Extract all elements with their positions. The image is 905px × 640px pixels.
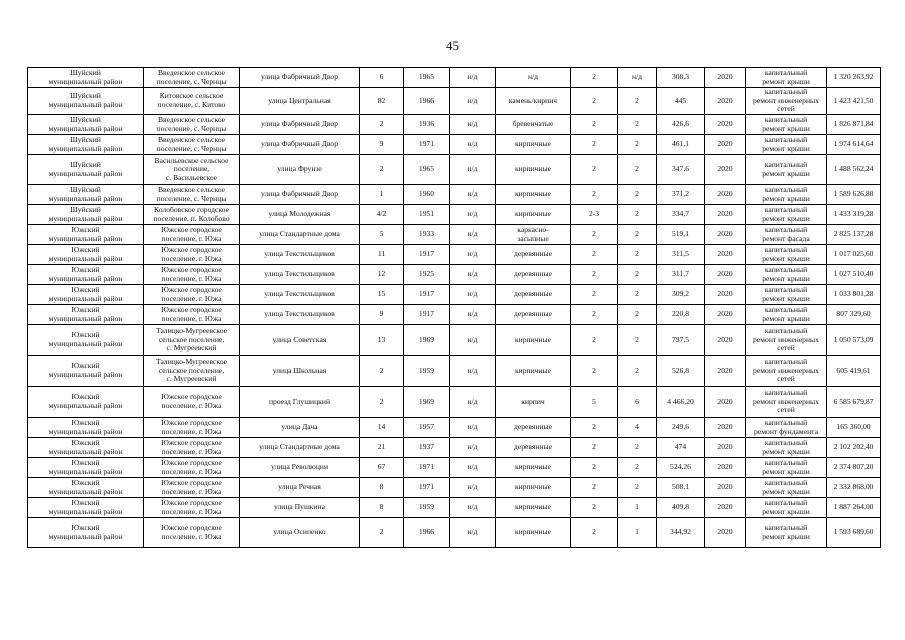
settlement-cell: Колобовское городское поселение, п. Колобово bbox=[144, 205, 240, 225]
wall-material-cell: деревянные bbox=[496, 245, 571, 265]
house-number-cell: 13 bbox=[360, 325, 404, 356]
work-type-cell: капитальный ремонт крыши bbox=[746, 305, 827, 325]
table-row bbox=[28, 135, 881, 155]
table-row bbox=[28, 185, 881, 205]
district-cell: Южский муниципальный район bbox=[28, 387, 144, 418]
no-data-cell: н/д bbox=[450, 205, 496, 225]
table-row bbox=[28, 115, 881, 135]
house-number-cell: 9 bbox=[360, 135, 404, 155]
cost-cell: 1 033 801,28 bbox=[827, 285, 881, 305]
floors-cell: 2 bbox=[571, 285, 618, 305]
area-cell: 334,7 bbox=[657, 205, 705, 225]
work-type-cell: капитальный ремонт крыши bbox=[746, 518, 827, 548]
plan-year-cell: 2020 bbox=[705, 458, 746, 478]
cost-cell: 1 027 510,40 bbox=[827, 265, 881, 285]
floors-cell: 2 bbox=[571, 88, 618, 115]
district-cell: Южский муниципальный район bbox=[28, 356, 144, 387]
wall-material-cell: н/д bbox=[496, 68, 571, 88]
wall-material-cell: деревянные bbox=[496, 265, 571, 285]
wall-material-cell: деревянные bbox=[496, 418, 571, 438]
table-row bbox=[28, 518, 881, 548]
settlement-cell: Южское городское поселение, г. Южа bbox=[144, 305, 240, 325]
page-number: 45 bbox=[446, 38, 459, 53]
area-cell: 524,26 bbox=[657, 458, 705, 478]
house-number-cell: 67 bbox=[360, 458, 404, 478]
build-year-cell: 1933 bbox=[404, 225, 450, 245]
settlement-cell: Южское городское поселение, г. Южа bbox=[144, 418, 240, 438]
floors-cell: 2 bbox=[571, 356, 618, 387]
cost-cell: 2 332 868,00 bbox=[827, 478, 881, 498]
street-cell: улица Пушкина bbox=[240, 498, 360, 518]
street-cell: улица Фабричный Двор bbox=[240, 68, 360, 88]
entrances-cell: 1 bbox=[618, 498, 657, 518]
district-cell: Шуйский муниципальный район bbox=[28, 68, 144, 88]
street-cell: улица Центральная bbox=[240, 88, 360, 115]
build-year-cell: 1971 bbox=[404, 135, 450, 155]
build-year-cell: 1960 bbox=[404, 185, 450, 205]
street-cell: улица Молодежная bbox=[240, 205, 360, 225]
entrances-cell: 2 bbox=[618, 115, 657, 135]
floors-cell: 2 bbox=[571, 225, 618, 245]
wall-material-cell: кирпичные bbox=[496, 205, 571, 225]
floors-cell: 5 bbox=[571, 387, 618, 418]
entrances-cell: 2 bbox=[618, 478, 657, 498]
no-data-cell: н/д bbox=[450, 115, 496, 135]
district-cell: Южский муниципальный район bbox=[28, 478, 144, 498]
wall-material-cell: каркасно- засыпные bbox=[496, 225, 571, 245]
cost-cell: 1 017 025,60 bbox=[827, 245, 881, 265]
no-data-cell: н/д bbox=[450, 325, 496, 356]
wall-material-cell: деревянные bbox=[496, 438, 571, 458]
street-cell: улица Фабричный Двор bbox=[240, 135, 360, 155]
plan-year-cell: 2020 bbox=[705, 498, 746, 518]
table-row bbox=[28, 285, 881, 305]
build-year-cell: 1951 bbox=[404, 205, 450, 225]
cost-cell: 807 329,60 bbox=[827, 305, 881, 325]
no-data-cell: н/д bbox=[450, 518, 496, 548]
settlement-cell: Введенское сельское поселение, с. Чернцы bbox=[144, 68, 240, 88]
table-row bbox=[28, 325, 881, 356]
street-cell: улица Осипенко bbox=[240, 518, 360, 548]
build-year-cell: 1971 bbox=[404, 458, 450, 478]
cost-cell: 165 360,00 bbox=[827, 418, 881, 438]
no-data-cell: н/д bbox=[450, 478, 496, 498]
area-cell: 474 bbox=[657, 438, 705, 458]
street-cell: улица Фрунзе bbox=[240, 155, 360, 185]
district-cell: Южский муниципальный район bbox=[28, 325, 144, 356]
plan-year-cell: 2020 bbox=[705, 205, 746, 225]
entrances-cell: 2 bbox=[618, 225, 657, 245]
build-year-cell: 1936 bbox=[404, 115, 450, 135]
entrances-cell: 2 bbox=[618, 285, 657, 305]
floors-cell: 2 bbox=[571, 135, 618, 155]
plan-year-cell: 2020 bbox=[705, 245, 746, 265]
table-row bbox=[28, 225, 881, 245]
district-cell: Шуйский муниципальный район bbox=[28, 115, 144, 135]
no-data-cell: н/д bbox=[450, 418, 496, 438]
entrances-cell: 2 bbox=[618, 438, 657, 458]
settlement-cell: Южское городское поселение, г. Южа bbox=[144, 265, 240, 285]
street-cell: улица Стандартные дома bbox=[240, 438, 360, 458]
area-cell: 249,6 bbox=[657, 418, 705, 438]
floors-cell: 2 bbox=[571, 418, 618, 438]
house-number-cell: 12 bbox=[360, 265, 404, 285]
plan-year-cell: 2020 bbox=[705, 225, 746, 245]
entrances-cell: 2 bbox=[618, 155, 657, 185]
area-cell: 308,3 bbox=[657, 68, 705, 88]
district-cell: Южский муниципальный район bbox=[28, 438, 144, 458]
work-type-cell: капитальный ремонт крыши bbox=[746, 498, 827, 518]
street-cell: улица Речная bbox=[240, 478, 360, 498]
area-cell: 4 466,20 bbox=[657, 387, 705, 418]
work-type-cell: капитальный ремонт фасада bbox=[746, 225, 827, 245]
build-year-cell: 1917 bbox=[404, 305, 450, 325]
plan-year-cell: 2020 bbox=[705, 387, 746, 418]
entrances-cell: н/д bbox=[618, 68, 657, 88]
entrances-cell: 4 bbox=[618, 418, 657, 438]
cost-cell: 1 593 689,60 bbox=[827, 518, 881, 548]
area-cell: 797,5 bbox=[657, 325, 705, 356]
plan-year-cell: 2020 bbox=[705, 135, 746, 155]
cost-cell: 1 320 263,92 bbox=[827, 68, 881, 88]
table-row bbox=[28, 418, 881, 438]
district-cell: Южский муниципальный район bbox=[28, 285, 144, 305]
district-cell: Южский муниципальный район bbox=[28, 458, 144, 478]
area-cell: 311,5 bbox=[657, 245, 705, 265]
cost-cell: 1 826 871,84 bbox=[827, 115, 881, 135]
floors-cell: 2 bbox=[571, 325, 618, 356]
build-year-cell: 1925 bbox=[404, 265, 450, 285]
no-data-cell: н/д bbox=[450, 356, 496, 387]
entrances-cell: 2 bbox=[618, 185, 657, 205]
entrances-cell: 2 bbox=[618, 135, 657, 155]
cost-cell: 2 102 202,40 bbox=[827, 438, 881, 458]
work-type-cell: капитальный ремонт инженерных сетей bbox=[746, 387, 827, 418]
house-number-cell: 21 bbox=[360, 438, 404, 458]
wall-material-cell: кирпичные bbox=[496, 135, 571, 155]
floors-cell: 2 bbox=[571, 245, 618, 265]
table-row bbox=[28, 387, 881, 418]
area-cell: 409,8 bbox=[657, 498, 705, 518]
work-type-cell: капитальный ремонт крыши bbox=[746, 155, 827, 185]
build-year-cell: 1917 bbox=[404, 245, 450, 265]
work-type-cell: капитальный ремонт крыши bbox=[746, 68, 827, 88]
settlement-cell: Введенское сельское поселение, с. Чернцы bbox=[144, 185, 240, 205]
floors-cell: 2 bbox=[571, 518, 618, 548]
table-row bbox=[28, 356, 881, 387]
plan-year-cell: 2020 bbox=[705, 88, 746, 115]
cost-cell: 1 050 573,09 bbox=[827, 325, 881, 356]
no-data-cell: н/д bbox=[450, 155, 496, 185]
cost-cell: 2 825 137,28 bbox=[827, 225, 881, 245]
build-year-cell: 1937 bbox=[404, 438, 450, 458]
wall-material-cell: бревенчатые bbox=[496, 115, 571, 135]
settlement-cell: Южское городское поселение, г. Южа bbox=[144, 518, 240, 548]
district-cell: Южский муниципальный район bbox=[28, 225, 144, 245]
plan-year-cell: 2020 bbox=[705, 265, 746, 285]
wall-material-cell: деревянные bbox=[496, 285, 571, 305]
house-number-cell: 9 bbox=[360, 305, 404, 325]
settlement-cell: Введенское сельское поселение, с. Чернцы bbox=[144, 115, 240, 135]
house-number-cell: 15 bbox=[360, 285, 404, 305]
settlement-cell: Южское городское поселение, г. Южа bbox=[144, 438, 240, 458]
work-type-cell: капитальный ремонт крыши bbox=[746, 265, 827, 285]
district-cell: Южский муниципальный район bbox=[28, 305, 144, 325]
settlement-cell: Васильевское сельское поселение, с. Васильевское bbox=[144, 155, 240, 185]
street-cell: улица Текстильщиков bbox=[240, 245, 360, 265]
entrances-cell: 6 bbox=[618, 387, 657, 418]
work-type-cell: капитальный ремонт крыши bbox=[746, 185, 827, 205]
entrances-cell: 2 bbox=[618, 205, 657, 225]
no-data-cell: н/д bbox=[450, 225, 496, 245]
plan-year-cell: 2020 bbox=[705, 185, 746, 205]
work-type-cell: капитальный ремонт крыши bbox=[746, 438, 827, 458]
cost-cell: 1 589 626,88 bbox=[827, 185, 881, 205]
street-cell: улица Стандартные дома bbox=[240, 225, 360, 245]
work-type-cell: капитальный ремонт крыши bbox=[746, 458, 827, 478]
work-type-cell: капитальный ремонт инженерных сетей bbox=[746, 325, 827, 356]
entrances-cell: 2 bbox=[618, 88, 657, 115]
district-cell: Шуйский муниципальный район bbox=[28, 135, 144, 155]
work-type-cell: капитальный ремонт крыши bbox=[746, 285, 827, 305]
table-row bbox=[28, 498, 881, 518]
table-row bbox=[28, 438, 881, 458]
no-data-cell: н/д bbox=[450, 458, 496, 478]
work-type-cell: капитальный ремонт инженерных сетей bbox=[746, 88, 827, 115]
no-data-cell: н/д bbox=[450, 438, 496, 458]
work-type-cell: капитальный ремонт фундамента bbox=[746, 418, 827, 438]
plan-year-cell: 2020 bbox=[705, 518, 746, 548]
build-year-cell: 1917 bbox=[404, 285, 450, 305]
entrances-cell: 2 bbox=[618, 458, 657, 478]
table-row bbox=[28, 68, 881, 88]
plan-year-cell: 2020 bbox=[705, 418, 746, 438]
floors-cell: 2 bbox=[571, 438, 618, 458]
plan-year-cell: 2020 bbox=[705, 438, 746, 458]
no-data-cell: н/д bbox=[450, 498, 496, 518]
housing-repair-table bbox=[27, 67, 881, 548]
area-cell: 426,6 bbox=[657, 115, 705, 135]
area-cell: 311,7 bbox=[657, 265, 705, 285]
entrances-cell: 2 bbox=[618, 325, 657, 356]
floors-cell: 2-3 bbox=[571, 205, 618, 225]
table-row bbox=[28, 458, 881, 478]
area-cell: 371,2 bbox=[657, 185, 705, 205]
floors-cell: 2 bbox=[571, 265, 618, 285]
wall-material-cell: кирпичные bbox=[496, 185, 571, 205]
no-data-cell: н/д bbox=[450, 387, 496, 418]
wall-material-cell: кирпичные bbox=[496, 498, 571, 518]
cost-cell: 1 488 562,24 bbox=[827, 155, 881, 185]
house-number-cell: 4/2 bbox=[360, 205, 404, 225]
area-cell: 526,8 bbox=[657, 356, 705, 387]
build-year-cell: 1965 bbox=[404, 155, 450, 185]
cost-cell: 1 974 614,64 bbox=[827, 135, 881, 155]
house-number-cell: 8 bbox=[360, 498, 404, 518]
build-year-cell: 1957 bbox=[404, 418, 450, 438]
district-cell: Южский муниципальный район bbox=[28, 265, 144, 285]
area-cell: 309,2 bbox=[657, 285, 705, 305]
house-number-cell: 8 bbox=[360, 478, 404, 498]
district-cell: Шуйский муниципальный район bbox=[28, 185, 144, 205]
floors-cell: 2 bbox=[571, 305, 618, 325]
table-row bbox=[28, 265, 881, 285]
no-data-cell: н/д bbox=[450, 285, 496, 305]
plan-year-cell: 2020 bbox=[705, 155, 746, 185]
floors-cell: 2 bbox=[571, 498, 618, 518]
street-cell: улица Революции bbox=[240, 458, 360, 478]
floors-cell: 2 bbox=[571, 478, 618, 498]
area-cell: 344,92 bbox=[657, 518, 705, 548]
settlement-cell: Талицко-Мугреевское сельское поселение, с. Мугреевский bbox=[144, 356, 240, 387]
plan-year-cell: 2020 bbox=[705, 115, 746, 135]
no-data-cell: н/д bbox=[450, 265, 496, 285]
settlement-cell: Южское городское поселение, г. Южа bbox=[144, 387, 240, 418]
no-data-cell: н/д bbox=[450, 68, 496, 88]
street-cell: улица Фабричный Двор bbox=[240, 115, 360, 135]
floors-cell: 2 bbox=[571, 458, 618, 478]
floors-cell: 2 bbox=[571, 68, 618, 88]
wall-material-cell: кирпич bbox=[496, 387, 571, 418]
house-number-cell: 5 bbox=[360, 225, 404, 245]
work-type-cell: капитальный ремонт крыши bbox=[746, 245, 827, 265]
house-number-cell: 6 bbox=[360, 68, 404, 88]
entrances-cell: 2 bbox=[618, 356, 657, 387]
district-cell: Южский муниципальный район bbox=[28, 498, 144, 518]
area-cell: 461,1 bbox=[657, 135, 705, 155]
entrances-cell: 1 bbox=[618, 518, 657, 548]
floors-cell: 2 bbox=[571, 185, 618, 205]
plan-year-cell: 2020 bbox=[705, 356, 746, 387]
build-year-cell: 1966 bbox=[404, 518, 450, 548]
settlement-cell: Южское городское поселение, г. Южа bbox=[144, 478, 240, 498]
plan-year-cell: 2020 bbox=[705, 478, 746, 498]
wall-material-cell: кирпичные bbox=[496, 478, 571, 498]
wall-material-cell: кирпичные bbox=[496, 356, 571, 387]
street-cell: улица Текстильщиков bbox=[240, 305, 360, 325]
settlement-cell: Китовское сельское поселение, с. Китово bbox=[144, 88, 240, 115]
cost-cell: 1 433 319,28 bbox=[827, 205, 881, 225]
cost-cell: 6 585 679,87 bbox=[827, 387, 881, 418]
street-cell: улица Советская bbox=[240, 325, 360, 356]
settlement-cell: Талицко-Мугреевское сельское поселение, с. Мугреевский bbox=[144, 325, 240, 356]
settlement-cell: Южское городское поселение, г. Южа bbox=[144, 245, 240, 265]
floors-cell: 2 bbox=[571, 115, 618, 135]
table-body bbox=[28, 68, 881, 548]
district-cell: Южский муниципальный район bbox=[28, 418, 144, 438]
area-cell: 519,1 bbox=[657, 225, 705, 245]
build-year-cell: 1966 bbox=[404, 88, 450, 115]
entrances-cell: 2 bbox=[618, 245, 657, 265]
no-data-cell: н/д bbox=[450, 245, 496, 265]
plan-year-cell: 2020 bbox=[705, 305, 746, 325]
settlement-cell: Южское городское поселение, г. Южа bbox=[144, 225, 240, 245]
district-cell: Шуйский муниципальный район bbox=[28, 155, 144, 185]
cost-cell: 1 423 421,50 bbox=[827, 88, 881, 115]
build-year-cell: 1959 bbox=[404, 498, 450, 518]
settlement-cell: Введенское сельское поселение, с. Чернцы bbox=[144, 135, 240, 155]
street-cell: улица Школьная bbox=[240, 356, 360, 387]
street-cell: улица Фабричный Двор bbox=[240, 185, 360, 205]
settlement-cell: Южское городское поселение, г. Южа bbox=[144, 285, 240, 305]
district-cell: Южский муниципальный район bbox=[28, 518, 144, 548]
house-number-cell: 14 bbox=[360, 418, 404, 438]
settlement-cell: Южское городское поселение, г. Южа bbox=[144, 498, 240, 518]
no-data-cell: н/д bbox=[450, 185, 496, 205]
house-number-cell: 2 bbox=[360, 115, 404, 135]
district-cell: Шуйский муниципальный район bbox=[28, 205, 144, 225]
plan-year-cell: 2020 bbox=[705, 325, 746, 356]
build-year-cell: 1971 bbox=[404, 478, 450, 498]
table-row bbox=[28, 245, 881, 265]
table-row bbox=[28, 155, 881, 185]
street-cell: улица Текстильщиков bbox=[240, 285, 360, 305]
house-number-cell: 82 bbox=[360, 88, 404, 115]
house-number-cell: 1 bbox=[360, 185, 404, 205]
no-data-cell: н/д bbox=[450, 305, 496, 325]
wall-material-cell: кирпичные bbox=[496, 518, 571, 548]
wall-material-cell: камень/кирпич bbox=[496, 88, 571, 115]
plan-year-cell: 2020 bbox=[705, 68, 746, 88]
cost-cell: 1 887 264,00 bbox=[827, 498, 881, 518]
entrances-cell: 2 bbox=[618, 305, 657, 325]
area-cell: 508,1 bbox=[657, 478, 705, 498]
wall-material-cell: кирпичные bbox=[496, 458, 571, 478]
cost-cell: 2 374 807,20 bbox=[827, 458, 881, 478]
street-cell: улица Дача bbox=[240, 418, 360, 438]
work-type-cell: капитальный ремонт крыши bbox=[746, 205, 827, 225]
entrances-cell: 2 bbox=[618, 265, 657, 285]
area-cell: 220,8 bbox=[657, 305, 705, 325]
house-number-cell: 2 bbox=[360, 356, 404, 387]
area-cell: 445 bbox=[657, 88, 705, 115]
build-year-cell: 1969 bbox=[404, 325, 450, 356]
settlement-cell: Южское городское поселение, г. Южа bbox=[144, 458, 240, 478]
street-cell: улица Текстильщиков bbox=[240, 265, 360, 285]
work-type-cell: капитальный ремонт инженерных сетей bbox=[746, 356, 827, 387]
build-year-cell: 1959 bbox=[404, 356, 450, 387]
street-cell: проезд Глушицкий bbox=[240, 387, 360, 418]
house-number-cell: 2 bbox=[360, 387, 404, 418]
house-number-cell: 2 bbox=[360, 155, 404, 185]
work-type-cell: капитальный ремонт крыши bbox=[746, 478, 827, 498]
work-type-cell: капитальный ремонт крыши bbox=[746, 115, 827, 135]
cost-cell: 605 419,61 bbox=[827, 356, 881, 387]
wall-material-cell: деревянные bbox=[496, 305, 571, 325]
table-row bbox=[28, 205, 881, 225]
table-row bbox=[28, 478, 881, 498]
district-cell: Южский муниципальный район bbox=[28, 245, 144, 265]
table-row bbox=[28, 88, 881, 115]
house-number-cell: 2 bbox=[360, 518, 404, 548]
no-data-cell: н/д bbox=[450, 88, 496, 115]
wall-material-cell: кирпичные bbox=[496, 155, 571, 185]
floors-cell: 2 bbox=[571, 155, 618, 185]
table-row bbox=[28, 305, 881, 325]
build-year-cell: 1969 bbox=[404, 387, 450, 418]
plan-year-cell: 2020 bbox=[705, 285, 746, 305]
house-number-cell: 11 bbox=[360, 245, 404, 265]
district-cell: Шуйский муниципальный район bbox=[28, 88, 144, 115]
wall-material-cell: кирпичные bbox=[496, 325, 571, 356]
work-type-cell: капитальный ремонт крыши bbox=[746, 135, 827, 155]
no-data-cell: н/д bbox=[450, 135, 496, 155]
build-year-cell: 1965 bbox=[404, 68, 450, 88]
area-cell: 347,6 bbox=[657, 155, 705, 185]
